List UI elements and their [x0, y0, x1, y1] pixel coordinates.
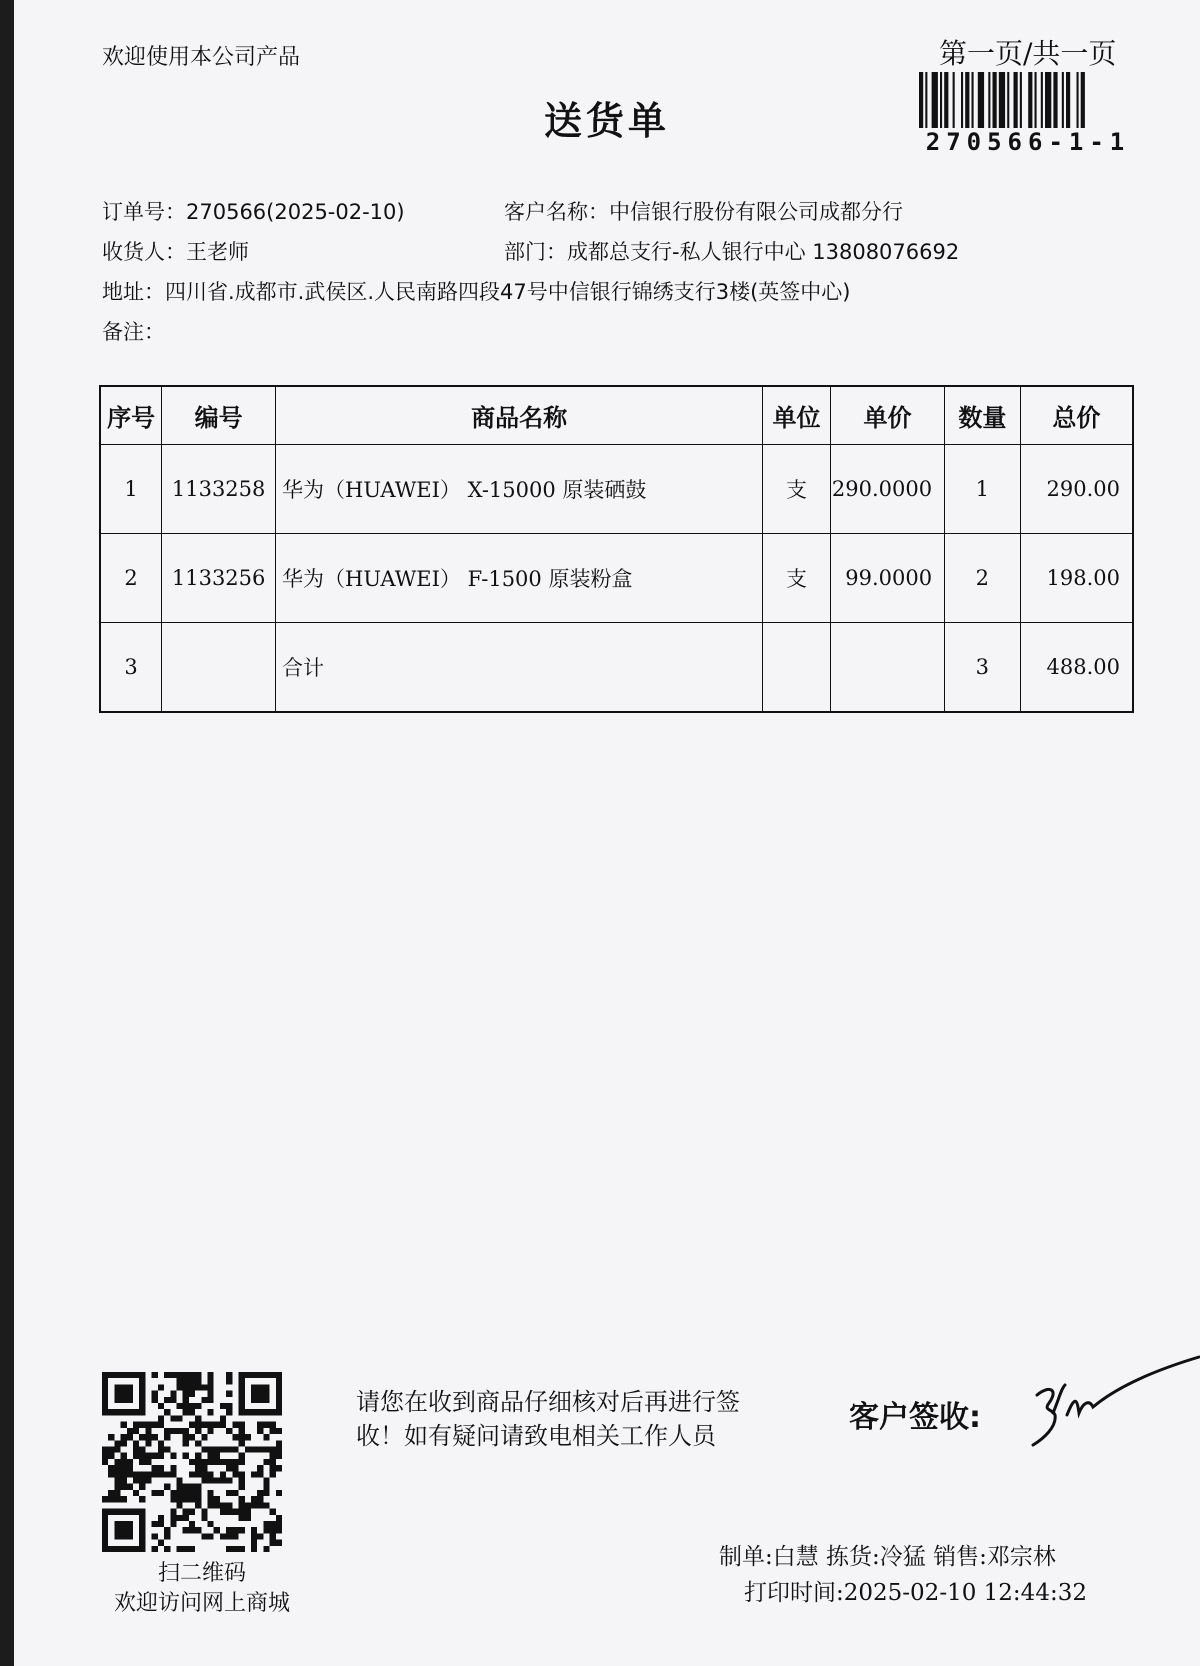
remark: 备注： [102, 320, 165, 344]
column-header: 单价 [830, 386, 944, 445]
cell-product: 合计 [276, 623, 763, 713]
table-header-row [100, 386, 1133, 445]
cell-total: 488.00 [1020, 623, 1133, 713]
page-info: 第一页/共一页 [939, 37, 1117, 70]
cell-total: 290.00 [1020, 445, 1133, 534]
column-header: 商品名称 [276, 386, 763, 445]
staff-info: 制单:白慧 拣货:冷猛 销售:邓宗林 [719, 1544, 1056, 1570]
cell-unit-price [830, 623, 944, 713]
cell-total: 198.00 [1020, 534, 1133, 623]
cell-unit [763, 623, 831, 713]
cell-quantity: 3 [945, 623, 1021, 713]
cell-code: 1133256 [162, 534, 276, 623]
receiver: 收货人：王老师 [102, 240, 249, 264]
cell-code [162, 623, 276, 713]
table-row [100, 445, 1133, 534]
cell-unit-price: 290.0000 [830, 445, 944, 534]
cell-unit: 支 [763, 534, 831, 623]
cell-quantity: 2 [945, 534, 1021, 623]
scan-edge [0, 0, 14, 1666]
department: 部门：成都总支行-私人银行中心 13808076692 [504, 240, 960, 264]
cell-quantity: 1 [945, 445, 1021, 534]
cell-product: 华为（HUAWEI） X-15000 原装硒鼓 [276, 445, 763, 534]
delivery-note-page [14, 0, 1200, 1666]
cell-unit-price: 99.0000 [830, 534, 944, 623]
customer-name: 客户名称：中信银行股份有限公司成都分行 [504, 200, 903, 224]
print-time: 打印时间:2025-02-10 12:44:32 [744, 1580, 1087, 1606]
table-row-summary [100, 623, 1133, 713]
barcode-number: 270566-1-1 [925, 128, 1131, 156]
signature-icon [1019, 1355, 1200, 1465]
cell-index: 1 [100, 445, 162, 534]
table-row [100, 534, 1133, 623]
column-header: 编号 [162, 386, 276, 445]
qr-code-icon [102, 1372, 282, 1552]
column-header: 单位 [763, 386, 831, 445]
cell-index: 3 [100, 623, 162, 713]
cell-product: 华为（HUAWEI） F-1500 原装粉盒 [276, 534, 763, 623]
welcome-text: 欢迎使用本公司产品 [102, 45, 301, 70]
order-number: 订单号：270566(2025-02-10) [102, 200, 405, 224]
address: 地址：四川省.成都市.武侯区.人民南路四段47号中信银行锦绣支行3楼(英签中心) [102, 280, 851, 304]
notice-text: 请您在收到商品仔细核对后再进行签收！如有疑问请致电相关工作人员 [356, 1388, 740, 1450]
cell-code: 1133258 [162, 445, 276, 534]
barcode-icon [919, 72, 1137, 128]
page-title: 送货单 [543, 99, 670, 143]
column-header: 数量 [945, 386, 1021, 445]
column-header: 序号 [100, 386, 162, 445]
qr-caption-shop: 欢迎访问网上商城 [113, 1591, 290, 1616]
column-header: 总价 [1020, 386, 1133, 445]
cell-index: 2 [100, 534, 162, 623]
goods-table [99, 385, 1134, 713]
cell-unit: 支 [763, 445, 831, 534]
customer-signature-label: 客户签收: [849, 1400, 981, 1435]
qr-caption-scan: 扫二维码 [157, 1561, 246, 1586]
